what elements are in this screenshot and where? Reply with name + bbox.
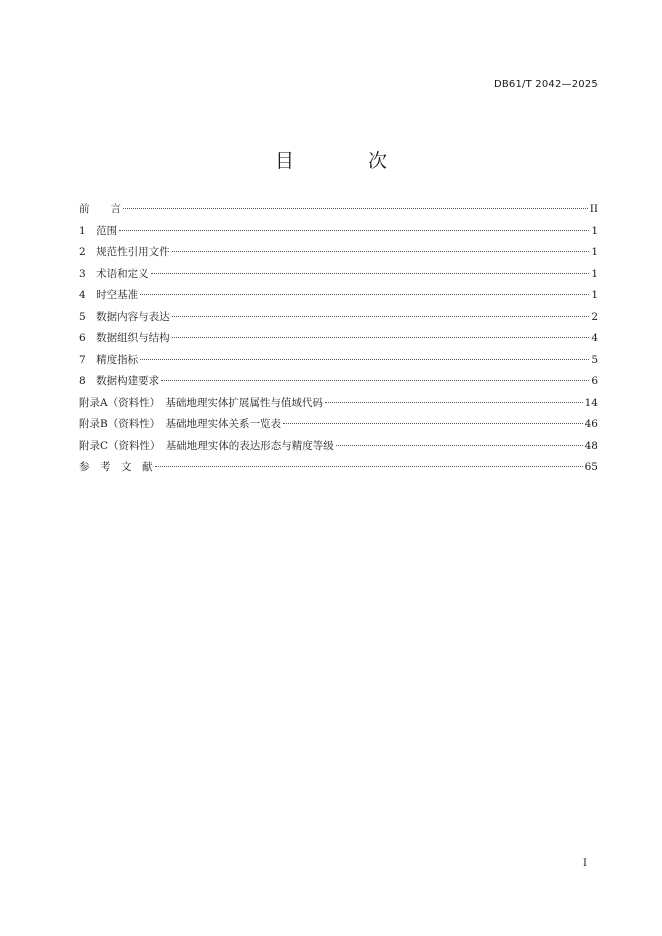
toc-entry-page: 1	[591, 246, 598, 258]
toc-entry-page: 2	[591, 310, 598, 323]
toc-leader-dots	[172, 251, 590, 252]
toc-entry-page: 1	[591, 289, 598, 301]
toc-entry-data-organization[interactable]	[79, 328, 598, 350]
toc-entry-page: 4	[591, 332, 598, 344]
toc-entry-label: 8 数据构建要求	[79, 375, 160, 387]
toc-entry-label: 4 时空基准	[79, 289, 139, 301]
toc-leader-dots	[119, 230, 589, 231]
toc-leader-dots	[140, 294, 589, 295]
toc-leader-dots	[283, 423, 583, 424]
toc-entry-label: 3 术语和定义	[79, 267, 149, 280]
toc-leader-dots	[336, 445, 583, 446]
toc-entry-label: 附录A（资料性） 基础地理实体扩展属性与值域代码	[79, 396, 323, 409]
toc-leader-dots	[123, 208, 588, 209]
document-code: DB61/T 2042—2025	[493, 79, 598, 90]
toc-leader-dots	[140, 359, 589, 360]
toc-entry-label: 5 数据内容与表达	[79, 310, 170, 323]
toc-entry-label: 附录B（资料性） 基础地理实体关系一览表	[79, 418, 281, 430]
toc-leader-dots	[325, 402, 583, 403]
toc-leader-dots	[172, 316, 590, 317]
toc-entry-spatiotemporal-reference[interactable]	[79, 285, 598, 307]
toc-entry-label: 参 考 文 献	[79, 461, 153, 473]
toc-entry-label: 6 数据组织与结构	[79, 332, 170, 344]
toc-leader-dots	[172, 337, 590, 338]
toc-entry-normative-references[interactable]	[79, 242, 598, 264]
toc-entry-label: 附录C（资料性） 基础地理实体的表达形态与精度等级	[79, 439, 334, 452]
toc-leader-dots	[151, 273, 590, 274]
toc-entry-scope[interactable]	[79, 221, 598, 243]
toc-entry-terms[interactable]	[79, 264, 598, 286]
page-number: I	[583, 858, 587, 869]
toc-entry-data-construction[interactable]	[79, 371, 598, 393]
toc-entry-page: 65	[584, 461, 598, 473]
toc-entry-page: 6	[591, 375, 598, 387]
toc-leader-dots	[155, 466, 583, 467]
toc-entry-page: 1	[591, 224, 598, 237]
toc-entry-label: 7 精度指标	[79, 353, 139, 366]
toc-entry-label: 2 规范性引用文件	[79, 246, 170, 258]
toc-entry-data-content[interactable]	[79, 307, 598, 329]
toc-entry-page: 14	[584, 396, 598, 409]
toc-entry-page: 46	[584, 418, 598, 430]
toc-entry-label: 1 范围	[79, 224, 118, 237]
toc-entry-appendix-a[interactable]	[79, 393, 598, 415]
toc-entry-page: II	[589, 203, 598, 215]
table-of-contents	[79, 199, 598, 479]
toc-entry-label: 前 言	[79, 203, 121, 215]
toc-entry-page: 48	[584, 439, 598, 452]
toc-leader-dots	[161, 380, 589, 381]
toc-entry-appendix-c[interactable]	[79, 436, 598, 458]
toc-entry-appendix-b[interactable]	[79, 414, 598, 436]
toc-entry-bibliography[interactable]	[79, 457, 598, 479]
page-title: 目 次	[274, 150, 422, 172]
toc-entry-page: 1	[591, 267, 598, 280]
toc-entry-page: 5	[591, 353, 598, 366]
toc-entry-foreword[interactable]	[79, 199, 598, 221]
toc-entry-accuracy[interactable]	[79, 350, 598, 372]
